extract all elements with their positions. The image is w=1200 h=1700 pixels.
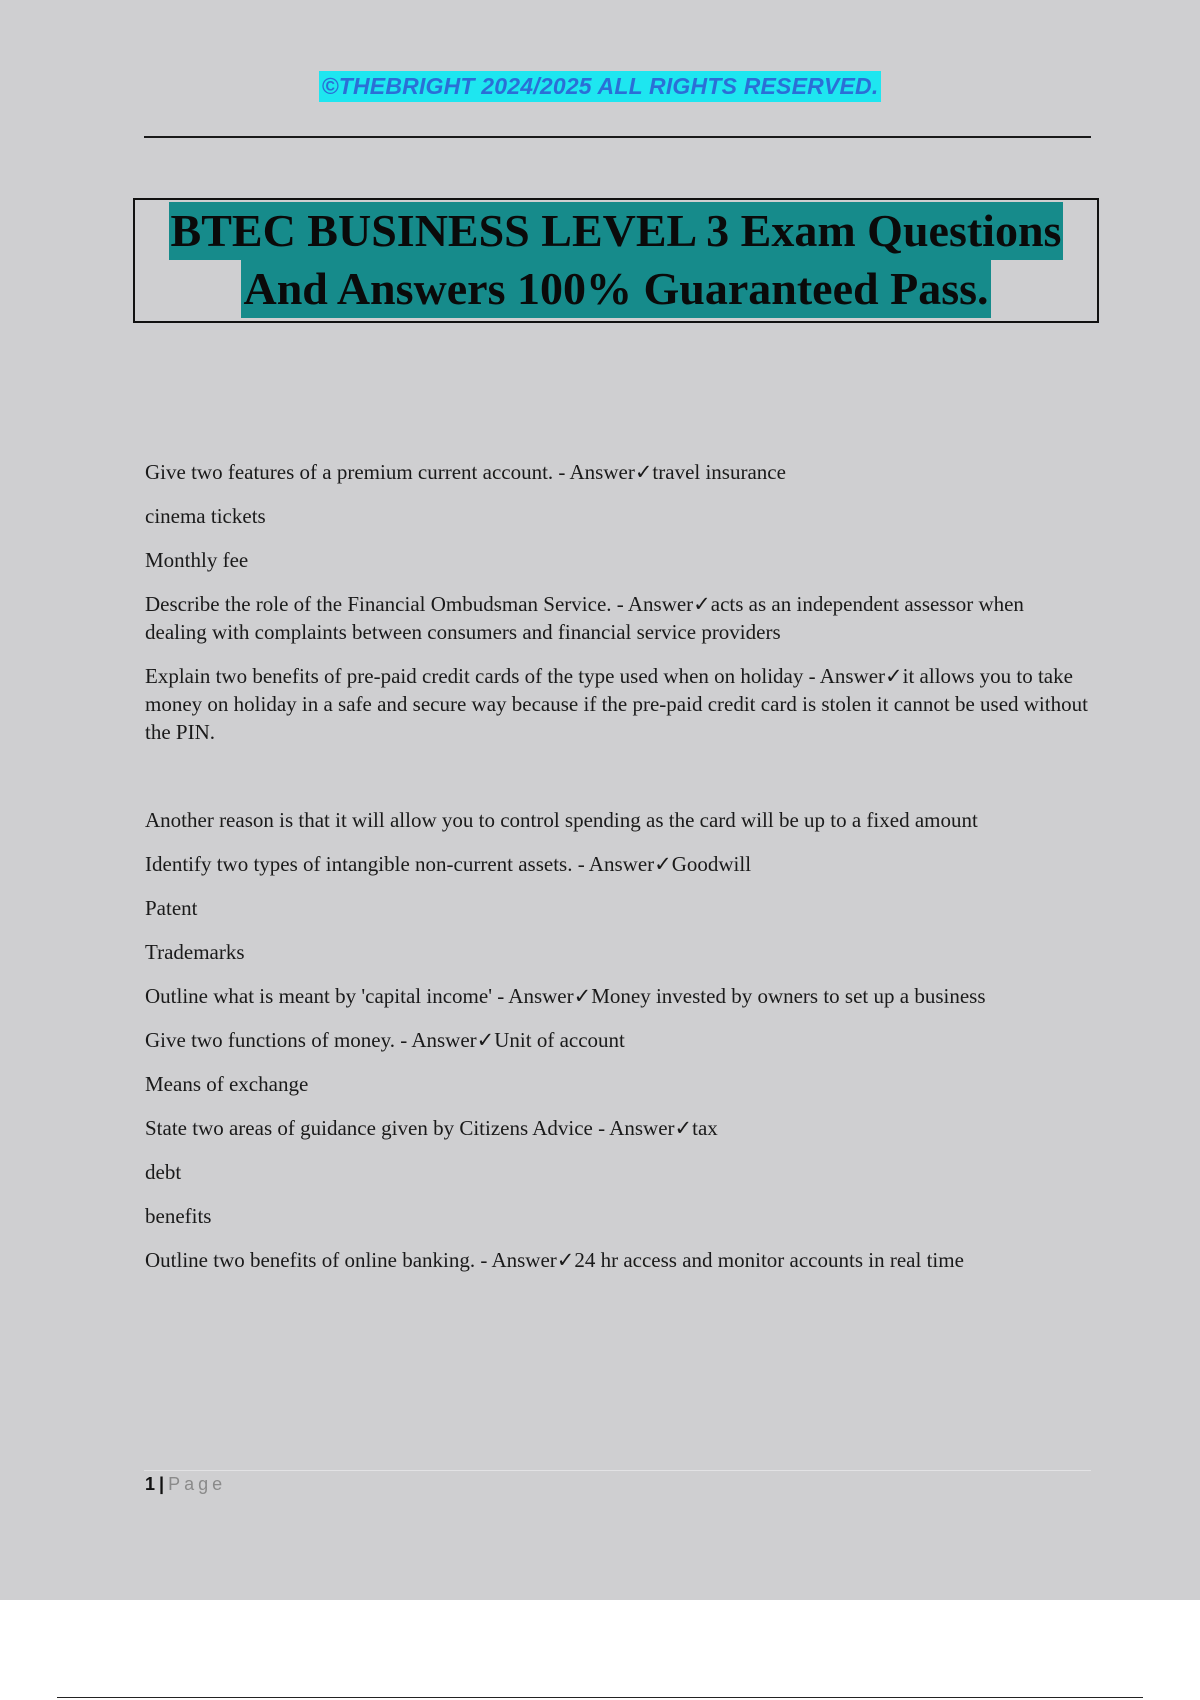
qa-paragraph: Explain two benefits of pre-paid credit cards of the type used when on holiday - Answer✓it allows you to take money on holiday in a safe and secure way because if the pre-paid credit card is stolen it cannot be used without the PIN. xyxy=(145,664,1088,744)
qa-paragraph: debt xyxy=(145,1160,182,1184)
qa-paragraph: Monthly fee xyxy=(145,548,249,572)
title-line-1: BTEC BUSINESS LEVEL 3 Exam Questions xyxy=(169,202,1064,260)
qa-content xyxy=(145,458,1090,1290)
qa-paragraph: Outline two benefits of online banking. - Answer✓24 hr access and monitor accounts in real time xyxy=(145,1248,964,1272)
copyright-notice: ©THEBRIGHT 2024/2025 ALL RIGHTS RESERVED. xyxy=(319,71,882,102)
page-footer xyxy=(145,1474,226,1495)
page-number: 1 xyxy=(145,1474,156,1494)
title-line-2: And Answers 100% Guaranteed Pass. xyxy=(241,260,990,318)
qa-paragraph: cinema tickets xyxy=(145,504,266,528)
footer-separator: | xyxy=(159,1474,165,1494)
qa-paragraph: Means of exchange xyxy=(145,1072,309,1096)
qa-paragraph: Identify two types of intangible non-current assets. - Answer✓Goodwill xyxy=(145,852,752,876)
header-divider xyxy=(144,136,1091,138)
header xyxy=(0,71,1200,102)
qa-paragraph: Give two functions of money. - Answer✓Unit of account xyxy=(145,1028,625,1052)
qa-paragraph: Describe the role of the Financial Ombudsman Service. - Answer✓acts as an independent assessor when dealing with complaints between consumers and financial service providers xyxy=(145,592,1024,644)
qa-paragraph: State two areas of guidance given by Citizens Advice - Answer✓tax xyxy=(145,1116,718,1140)
footer-divider xyxy=(144,1470,1091,1471)
next-page-divider xyxy=(57,1697,1143,1698)
title-box xyxy=(133,198,1099,323)
page-label: Page xyxy=(168,1474,227,1494)
qa-paragraph: Outline what is meant by 'capital income' - Answer✓Money invested by owners to set up a business xyxy=(145,984,986,1008)
qa-paragraph: benefits xyxy=(145,1204,212,1228)
qa-paragraph: Another reason is that it will allow you to control spending as the card will be up to a fixed amount xyxy=(145,808,978,832)
qa-paragraph: Trademarks xyxy=(145,940,245,964)
qa-paragraph: Patent xyxy=(145,896,198,920)
qa-paragraph: Give two features of a premium current account. - Answer✓travel insurance xyxy=(145,460,786,484)
